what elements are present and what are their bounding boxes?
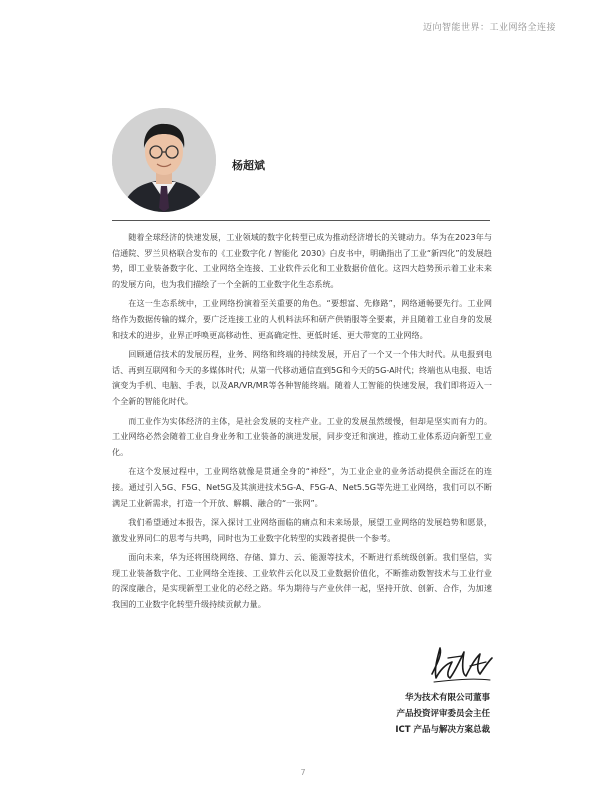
author-portrait (112, 108, 216, 212)
author-name: 杨超斌 (232, 159, 265, 172)
foreword-body (112, 230, 492, 617)
paragraph: 在这一生态系统中，工业网络扮演着至关重要的角色。“要想富、先修路”，网络通畅要先行。工业网络作为数据传输的媒介，要广泛连接工业的人机料法环和研产供销服等全要素，并且随着工业自身的发展和技术的进步，业界正呼唤更高移动性、更高确定性、更低时延、更大带宽的工业网络。 (112, 298, 492, 340)
paragraph: 回顾通信技术的发展历程，业务、网络和终端的持续发展，开启了一个又一个伟大时代。从电报到电话、再到互联网和今天的多媒体时代；从第一代移动通信直到5G和今天的5G-A时代；终端也从电报、电话演变为手机、电脑、手表，以及AR/VR/MR等各种智能终端。随着人工智能的快速发展，我们即将迈入一个全新的智能化时代。 (112, 349, 492, 406)
paragraph: 而工业作为实体经济的主体，是社会发展的支柱产业。工业的发展虽然缓慢，但却是坚实而有力的。工业网络必然会随着工业自身业务和工业装备的演进发展，同步变迁和演进，推动工业体系迈向新型工业化。 (112, 415, 492, 457)
paragraph: 我们希望通过本报告，深入探讨工业网络面临的痛点和未来场景，展望工业网络的发展趋势和愿景，激发业界同仁的思考与共鸣，同时也为工业数字化转型的实践者提供一个参考。 (112, 517, 492, 543)
paragraph: 随着全球经济的快速发展，工业领域的数字化转型已成为推动经济增长的关键动力。华为在2023年与信通院、罗兰贝格联合发布的《工业数字化 / 智能化 2030》白皮书中，明确指出了工业“新四化”的发展趋势，即工业装备数字化、工业网络全连接、工业软件云化和工业数据价值化。这四大趋势预示着工业未来的发展方向，也为我们描绘了一个全新的工业数字化生态系统。 (112, 232, 492, 289)
signature-titles (395, 690, 490, 738)
running-header: 迈向智能世界：工业网络全连接 (422, 23, 556, 33)
signature-line: 产品投资评审委员会主任 (396, 709, 490, 719)
signature-line: ICT 产品与解决方案总裁 (395, 725, 490, 735)
page-number: 7 (300, 768, 306, 777)
signature-line: 华为技术有限公司董事 (404, 693, 490, 703)
paragraph: 在这个发展过程中，工业网络就像是贯通全身的“神经”，为工业企业的业务活动提供全面泛在的连接。通过引入5G、F5G、Net5G及其演进技术5G-A、F5G-A、Net5.5G等先进工业网络，我们可以不断满足工业新需求，打造一个开放、解耦、融合的“一张网”。 (112, 466, 492, 508)
paragraph: 面向未来，华为还将围绕网络、存储、算力、云、能源等技术，不断进行系统级创新。我们坚信，实现工业装备数字化、工业网络全连接、工业软件云化以及工业数据价值化，不断推动数智技术与工业行业的深度融合，是实现新型工业化的必经之路。华为期待与产业伙伴一起，坚持开放、创新、合作，为加速我国的工业数字化转型升级持续贡献力量。 (112, 552, 492, 610)
handwritten-signature (428, 640, 496, 690)
divider-line (112, 220, 490, 221)
